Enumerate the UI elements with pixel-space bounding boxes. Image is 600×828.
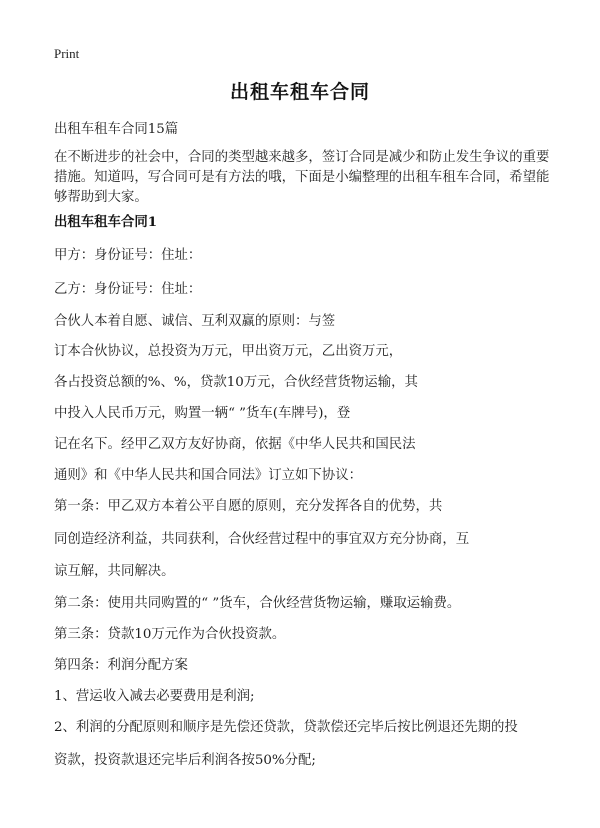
document-title: 出租车租车合同 — [229, 81, 370, 103]
article-3-line: 第三条：贷款10万元作为合伙投资款。 — [54, 627, 286, 642]
article-1-line: 谅互解，共同解决。 — [54, 564, 175, 579]
article-4-item-1: 1、营运收入减去必要费用是利润; — [54, 689, 255, 704]
article-4-item-2-cont: 资款，投资款退还完毕后利润各按50%分配; — [54, 753, 316, 768]
contract-line-party-b: 乙方：身份证号：住址： — [54, 282, 202, 297]
contract-line: 记在名下。经甲乙双方友好协商，依据《中华人民共和国民法 — [54, 437, 416, 452]
article-4-item-2: 2、利润的分配原则和顺序是先偿还贷款，贷款偿还完毕后按比例退还先期的投 — [54, 720, 518, 735]
article-1-line: 第一条：甲乙双方本着公平自愿的原则，充分发挥各自的优势，共 — [54, 499, 443, 514]
contract-line: 通则》和《中华人民共和国合同法》订立如下协议： — [54, 468, 362, 483]
contract-line: 订本合伙协议，总投资为万元，甲出资万元，乙出资万元， — [54, 344, 403, 359]
article-2-line: 第二条：使用共同购置的“ ”货车，合伙经营货物运输，赚取运输费。 — [54, 596, 461, 611]
print-link[interactable]: Print — [54, 46, 80, 61]
intro-paragraph: 在不断进步的社会中，合同的类型越来越多，签订合同是减少和防止发生争议的重要措施。知道吗，写合同可是有方法的哦，下面是小编整理的出租车租车合同，希望能够帮助到大家。 — [54, 150, 550, 205]
article-1-line: 同创造经济利益，共同获利，合伙经营过程中的事宜双方充分协商，互 — [54, 532, 470, 547]
document-subtitle: 出租车租车合同15篇 — [54, 122, 179, 137]
contract-line: 中投入人民币万元，购置一辆“ ”货车(车牌号)，登 — [54, 406, 351, 421]
article-4-line: 第四条：利润分配方案 — [54, 658, 188, 673]
contract-line: 各占投资总额的%、%，贷款10万元，合伙经营货物运输，其 — [54, 375, 418, 390]
contract-line-party-a: 甲方：身份证号：住址： — [54, 248, 202, 263]
section-heading: 出租车租车合同1 — [54, 214, 158, 230]
contract-line: 合伙人本着自愿、诚信、互利双赢的原则：与签 — [54, 314, 336, 329]
